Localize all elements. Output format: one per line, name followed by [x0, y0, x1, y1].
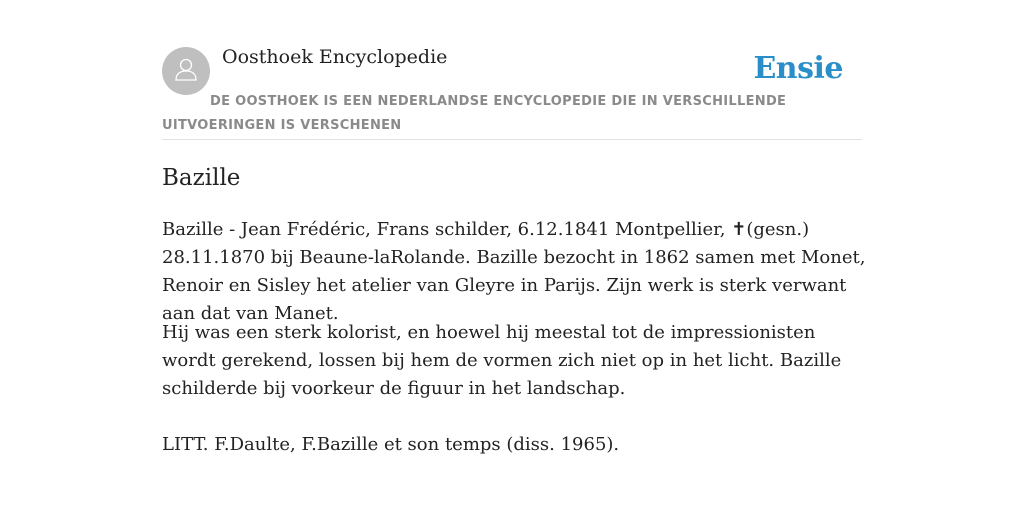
- article-title: Bazille: [162, 165, 241, 191]
- article: [162, 162, 867, 455]
- site-header: [162, 0, 862, 140]
- page-container: [162, 0, 866, 455]
- avatar[interactable]: [162, 47, 210, 95]
- user-icon: [171, 54, 201, 88]
- site-tagline: DE OOSTHOEK IS EEN NEDERLANDSE ENCYCLOPEDIE DIE IN VERSCHILLENDE UITVOERINGEN IS VERSCHENEN: [162, 94, 787, 133]
- article-paragraph: Hij was een sterk kolorist, en hoewel hij meestal tot de impressionisten wordt gerekend, lossen bij hem de vormen zich niet op in het licht. Bazille schilderde bij voorkeur de figuur in het landschap.: [162, 322, 842, 399]
- article-paragraph: Bazille - Jean Frédéric, Frans schilder, 6.12.1841 Montpellier, ✝(gesn.) 28.11.1870 bij Beaune-laRolande. Bazille bezocht in 1862 samen met Monet, Renoir en Sisley het atelier van Gleyre in Parijs. Zijn werk is sterk verwant aan dat van Manet.: [162, 219, 866, 324]
- article-literature: LITT. F.Daulte, F.Bazille et son temps (diss. 1965).: [162, 434, 620, 455]
- ensie-logo[interactable]: Ensie: [753, 51, 843, 86]
- site-title[interactable]: Oosthoek Encyclopedie: [222, 46, 448, 68]
